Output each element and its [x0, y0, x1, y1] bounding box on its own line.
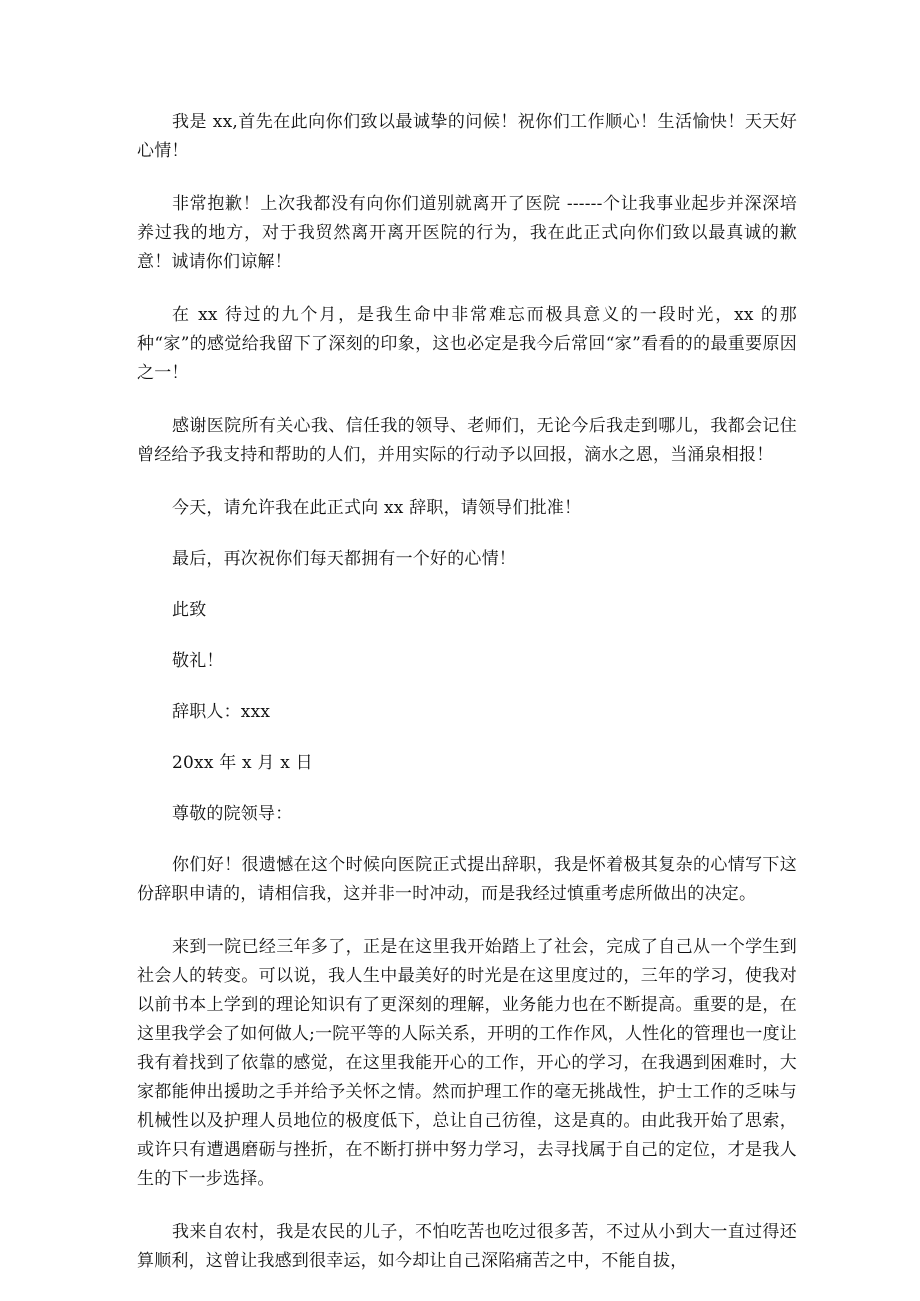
thanks-paragraph: 感谢医院所有关心我、信任我的领导、老师们，无论今后我走到哪儿，我都会记住曾经给予我支持和帮助的人们，并用实际的行动予以回报，滴水之恩，当涌泉相报！ [137, 416, 797, 465]
document-date: 20xx 年 x 月 x 日 [172, 753, 313, 773]
resigner-name: 辞职人：xxx [172, 702, 271, 722]
resignation-request-paragraph: 今天，请允许我在此正式向 xx 辞职，请领导们批准！ [172, 498, 582, 518]
apology-paragraph: 非常抱歉！上次我都没有向你们道别就离开了医院 ------个让我事业起步并深深培养过我的地方，对于我贸然离开离开医院的行为，我在此正式向你们致以最真诚的歉意！诚请你们谅解！ [137, 194, 797, 272]
final-wishes-paragraph: 最后，再次祝你们每天都拥有一个好的心情！ [172, 549, 516, 569]
closing-regards: 敬礼！ [172, 651, 224, 671]
second-letter-heading: 尊敬的院领导： [172, 804, 293, 824]
greeting-paragraph: 我是 xx,首先在此向你们致以最诚挚的问候！祝你们工作顺心！生活愉快！天天好心情！ [137, 112, 797, 161]
experience-paragraph: 来到一院已经三年多了，正是在这里我开始踏上了社会，完成了自己从一个学生到社会人的转变。可以说，我人生中最美好的时光是在这里度过的，三年的学习，使我对以前书本上学到的理论知识有了更深刻的理解，业务能力也在不断提高。重要的是，在这里我学会了如何做人;一院平等的人际关系，开明的工作作风，人性化的管理也一度让我有着找到了依靠的感觉，在这里我能开心的工作，开心的学习，在我遇到困难时，大家都能伸出援助之手并给予关怀之情。然而护理工作的毫无挑战性，护士工作的乏味与机械性以及护理人员地位的极度低下，总让自己彷徨，这是真的。由此我开始了思索，或许只有遭遇磨砺与挫折，在不断打拼中努力学习，去寻找属于自己的定位，才是我人生的下一步选择。 [137, 937, 797, 1189]
document-page [137, 108, 797, 1300]
second-letter-opening-paragraph: 你们好！很遗憾在这个时候向医院正式提出辞职，我是怀着极其复杂的心情写下这份辞职申请的，请相信我，这并非一时冲动，而是我经过慎重考虑所做出的决定。 [137, 855, 797, 904]
background-paragraph: 我来自农村，我是农民的儿子，不怕吃苦也吃过很多苦，不过从小到大一直过得还算顺利，这曾让我感到很幸运，如今却让自己深陷痛苦之中，不能自拔， [137, 1222, 797, 1271]
memory-paragraph: 在 xx 待过的九个月，是我生命中非常难忘而极具意义的一段时光，xx 的那种“家”的感觉给我留下了深刻的印象，这也必定是我今后常回“家”看看的的最重要原因之一！ [137, 305, 797, 383]
closing-salutation: 此致 [172, 600, 207, 620]
